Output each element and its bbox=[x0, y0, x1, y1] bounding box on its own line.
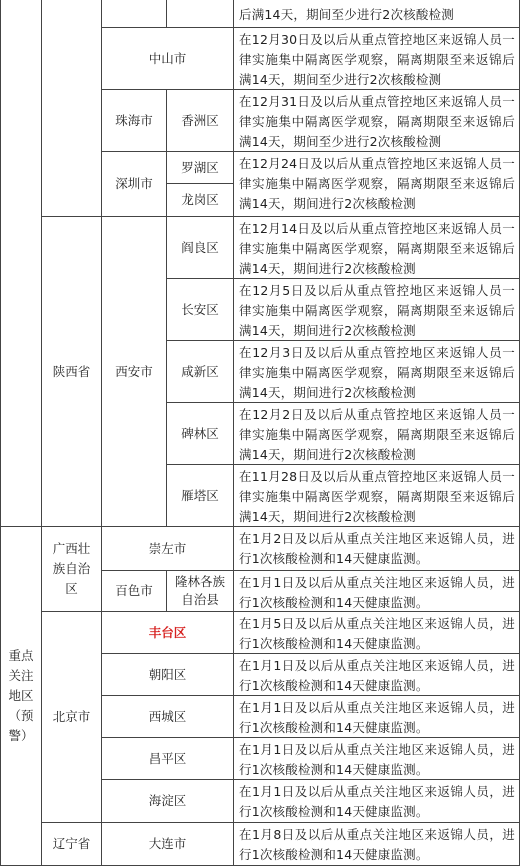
rule-text-fengtai: 在1月5日及以后从重点关注地区来返锦人员，进行1次核酸检测和14天健康监测。 bbox=[233, 611, 520, 654]
district-cell-luohu: 罗湖区 bbox=[166, 151, 234, 184]
rule-text-chaoyang: 在1月1日及以后从重点关注地区来返锦人员，进行1次核酸检测和14天健康监测。 bbox=[233, 653, 520, 696]
province-cell-guangdong bbox=[41, 0, 102, 217]
county-cell-longlin: 隆林各族自治县 bbox=[166, 570, 234, 612]
rule-text-longlin: 在1月1日及以后从重点关注地区来返锦人员，进行1次核酸检测和14天健康监测。 bbox=[233, 570, 520, 612]
city-cell-xian: 西安市 bbox=[101, 216, 167, 527]
district-cell-yanliang: 阎良区 bbox=[166, 216, 234, 279]
district-cell-longgang: 龙岗区 bbox=[166, 183, 234, 217]
category-cell-key-attention bbox=[0, 526, 42, 866]
category-cell-top bbox=[0, 0, 42, 527]
district-cell-xicheng: 西城区 bbox=[101, 695, 234, 738]
province-cell-guangxi: 广西壮族自治区 bbox=[41, 526, 102, 612]
district-cell-r0 bbox=[166, 0, 234, 28]
district-cell-haidian: 海淀区 bbox=[101, 779, 234, 823]
district-cell-xiangzhou: 香洲区 bbox=[166, 89, 234, 152]
rule-text-beilin: 在12月2日及以后从重点管控地区来返锦人员一律实施集中隔离医学观察，隔离期限至来返锦后满14天，期间进行2次核酸检测 bbox=[233, 402, 520, 465]
rule-text-changan: 在12月5日及以后从重点管控地区来返锦人员一律实施集中隔离医学观察，隔离期限至来返锦后满14天，期间进行2次核酸检测 bbox=[233, 278, 520, 341]
city-cell-zhuhai: 珠海市 bbox=[101, 89, 167, 152]
district-cell-changan: 长安区 bbox=[166, 278, 234, 341]
district-cell-fengtai: 丰台区 bbox=[101, 611, 234, 654]
rule-text-zhongshan: 在12月30日及以后从重点管控地区来返锦人员一律实施集中隔离医学观察，隔离期限至来返锦后满14天，期间至少进行2次核酸检测 bbox=[233, 27, 520, 90]
rule-text-zhuhai: 在12月31日及以后从重点管控地区来返锦人员一律实施集中隔离医学观察，隔离期限至来返锦后满14天，期间至少进行2次核酸检测 bbox=[233, 89, 520, 152]
rule-text-yanta: 在11月28日及以后从重点管控地区来返锦人员一律实施集中隔离医学观察，隔离期限至来返锦后满14天，期间进行2次核酸检测 bbox=[233, 464, 520, 527]
rule-text-xicheng: 在1月1日及以后从重点关注地区来返锦人员，进行1次核酸检测和14天健康监测。 bbox=[233, 695, 520, 738]
district-cell-chaoyang: 朝阳区 bbox=[101, 653, 234, 696]
province-cell-shaanxi: 陕西省 bbox=[41, 216, 102, 527]
rule-text-chongzuo: 在1月2日及以后从重点关注地区来返锦人员，进行1次核酸检测和14天健康监测。 bbox=[233, 526, 520, 571]
district-cell-changping: 昌平区 bbox=[101, 737, 234, 780]
city-cell-baise: 百色市 bbox=[101, 570, 167, 612]
category-label: 重点关注地区（预警） bbox=[8, 648, 34, 743]
rule-text-xianxin: 在12月3日及以后从重点管控地区来返锦人员一律实施集中隔离医学观察，隔离期限至来返锦后满14天，期间进行2次核酸检测 bbox=[233, 340, 520, 403]
district-cell-xianxin: 咸新区 bbox=[166, 340, 234, 403]
city-cell-r0 bbox=[101, 0, 167, 28]
city-cell-zhongshan: 中山市 bbox=[101, 27, 234, 90]
district-cell-yanta: 雁塔区 bbox=[166, 464, 234, 527]
province-cell-liaoning: 辽宁省 bbox=[41, 822, 102, 866]
city-cell-dalian: 大连市 bbox=[101, 822, 234, 866]
rule-text-r0: 后满14天，期间至少进行2次核酸检测 bbox=[233, 0, 520, 28]
rule-text-shenzhen: 在12月24日及以后从重点管控地区来返锦人员一律实施集中隔离医学观察，隔离期限至来返锦后满14天，期间进行2次核酸检测 bbox=[233, 151, 520, 217]
city-cell-beijing: 北京市 bbox=[41, 611, 102, 823]
rule-text-changping: 在1月1日及以后从重点关注地区来返锦人员，进行1次核酸检测和14天健康监测。 bbox=[233, 737, 520, 780]
rule-text-yanliang: 在12月14日及以后从重点管控地区来返锦人员一律实施集中隔离医学观察，隔离期限至来返锦后满14天，期间进行2次核酸检测 bbox=[233, 216, 520, 279]
city-cell-chongzuo: 崇左市 bbox=[101, 526, 234, 571]
rule-text-haidian: 在1月1日及以后从重点关注地区来返锦人员，进行1次核酸检测和14天健康监测。 bbox=[233, 779, 520, 823]
district-cell-beilin: 碑林区 bbox=[166, 402, 234, 465]
city-cell-shenzhen: 深圳市 bbox=[101, 151, 167, 217]
rule-text-dalian: 在1月8日及以后从重点关注地区来返锦人员，进行1次核酸检测和14天健康监测。 bbox=[233, 822, 520, 866]
